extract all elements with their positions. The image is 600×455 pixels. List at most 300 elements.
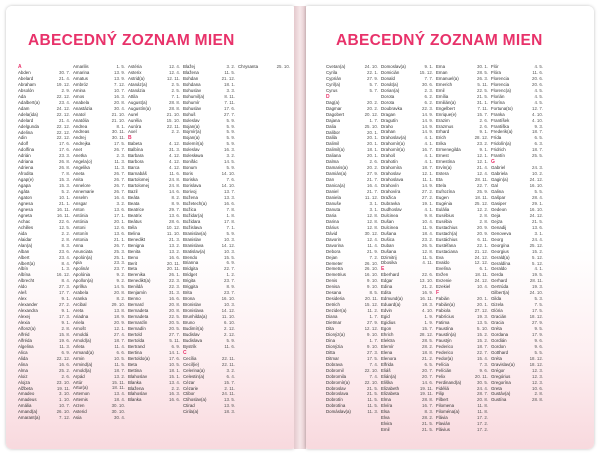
name-text: Elfrida [381, 361, 394, 367]
name-day-date: 8. 4. [61, 278, 70, 284]
name-text: Afrodita [18, 171, 34, 177]
name-day-date: 2. 2. [61, 230, 70, 236]
name-text: Frantíšek [491, 117, 510, 123]
name-text: Armin [73, 355, 85, 361]
name-day-date: 21. 5. [477, 93, 488, 99]
name-day-date: 28. 11. [529, 278, 543, 284]
name-day-date: 14. 9. [422, 183, 433, 189]
name-text: Alexia [18, 320, 30, 326]
name-day-date: 27. 2. [59, 302, 70, 308]
name-text: Adelard [18, 117, 34, 123]
name-text: Emil [436, 87, 445, 93]
name-day-date: 23. 6. [59, 248, 70, 254]
name-day-date: 7. 7. [424, 75, 433, 81]
name-day-date: 15. 8. [59, 331, 70, 337]
name-text: Budimír(a) [183, 325, 204, 331]
name-day-date: 20. 9. [114, 319, 125, 325]
name-text: Arnold(a) [73, 367, 92, 373]
name-text: Bartolomej [128, 177, 149, 183]
name-column [238, 64, 290, 421]
name-text: Ferdinand(a) [436, 379, 462, 385]
name-text: Eliáš [381, 367, 391, 373]
name-text: Gerda [491, 272, 504, 278]
name-text: Apolónia [73, 272, 91, 278]
name-day-date: 22. 3. [169, 278, 180, 284]
name-day-date: 20. 7. [422, 373, 433, 379]
name-day-date: 11. 9. [422, 224, 433, 230]
name-text: Amadeus [18, 397, 37, 403]
name-text: Asia [73, 415, 82, 421]
name-text: Agap(e) [18, 177, 34, 183]
name-text: Barbara [128, 153, 144, 159]
name-text: Anetka [73, 153, 87, 159]
name-text: Eduard(a) [381, 302, 401, 308]
name-text: Florenc(a) [491, 87, 512, 93]
name-day-date: 14. 6. [169, 189, 180, 195]
name-day-date: 5. 9. [226, 117, 235, 123]
name-text: Edmund(a) [381, 296, 403, 302]
name-text: Celestin(a) [183, 373, 205, 379]
name-text: Alfonz(a) [18, 325, 36, 331]
name-text: Anet [73, 147, 83, 153]
name-day-date: 15. 4. [477, 355, 488, 361]
name-day-date: 31. 3. [169, 290, 180, 296]
name-day-date: 27. 9. [367, 75, 378, 81]
name-text: Frederik(a) [491, 129, 513, 135]
name-day-date: 30. 4. [114, 415, 125, 421]
name-day-date: 29. 7. [169, 206, 180, 212]
name-text: Glória [491, 308, 503, 314]
name-text: Flór [491, 64, 499, 69]
name-text: Alina [18, 361, 28, 367]
name-day-date: 9. 1. [61, 296, 70, 302]
name-text: Bystrík [183, 343, 197, 349]
name-text: Gal [491, 183, 498, 189]
name-day-date: 12. 1. [477, 159, 488, 165]
name-text: Adam [18, 105, 30, 111]
name-day-date: 3. 2. [226, 367, 235, 373]
name-day-date: 4. 10. [422, 308, 433, 314]
name-text: Abden [18, 70, 31, 75]
name-text: Amarina [73, 69, 90, 75]
name-day-date: 10. 2. [532, 171, 543, 177]
name-day-date: 7. 3. [479, 361, 488, 367]
name-day-date: 17. 1. [114, 212, 125, 218]
name-day-date: 23. 4. [59, 99, 70, 105]
name-day-date: 2. 6. [479, 117, 488, 123]
name-text: Bohumír [183, 99, 200, 105]
name-day-date: 25. 12. [474, 200, 488, 206]
name-text: Franka [491, 111, 505, 117]
name-day-date: 26. 8. [59, 159, 70, 165]
name-day-date: 26. 5. [422, 242, 433, 248]
name-column [18, 64, 70, 421]
name-text: Aurélia [128, 117, 142, 123]
name-text: Dobrotína [326, 403, 346, 409]
name-text: Gregorína [491, 379, 511, 385]
name-text: Dárius [326, 224, 339, 230]
name-text: Duban [381, 242, 394, 248]
name-day-date: 12. 4. [367, 236, 378, 242]
name-text: Elvira [381, 421, 392, 427]
name-day-date: 21. 12. [474, 248, 488, 254]
name-text: Domáslav(a) [326, 409, 351, 415]
name-text: Fabiola [436, 308, 451, 314]
name-text: Boris [183, 171, 194, 177]
name-text: Aurel [128, 111, 139, 117]
name-text: Ernest [436, 153, 449, 159]
name-day-date: 1. 9. [424, 320, 433, 326]
name-text: Ema [436, 64, 446, 69]
name-text: Andrej [73, 135, 86, 141]
name-day-date: 16. 4. [114, 194, 125, 200]
name-text: Benita [128, 248, 141, 254]
name-day-date: 5. 11. [477, 81, 488, 87]
name-day-date: 31. 1. [477, 99, 488, 105]
name-text: Eusébia [436, 218, 452, 224]
name-text: August(a) [128, 99, 148, 105]
name-text: Antoni [73, 224, 86, 230]
name-day-date: 19. 11. [419, 385, 433, 391]
name-day-date: 5. 5. [534, 349, 543, 355]
name-day-date: 17. 9. [532, 331, 543, 337]
name-text: Apolón(a) [73, 254, 93, 260]
name-text: Algelina [18, 343, 34, 349]
name-day-date: 10. 4. [422, 218, 433, 224]
name-column [73, 64, 125, 421]
name-day-date: 15. 5. [224, 254, 235, 260]
name-text: Danuta [326, 206, 341, 212]
name-text: Dita [326, 325, 334, 331]
name-day-date: 16. 11. [419, 296, 433, 302]
name-column [326, 64, 378, 433]
name-day-date: 21. 5. [422, 427, 433, 433]
name-day-date: 17. 5. [532, 308, 543, 314]
name-day-date: 20. 2. [367, 99, 378, 105]
name-day-date: 18. 7. [114, 367, 125, 373]
name-day-date: 16. 10. [529, 183, 543, 189]
name-day-date: 2. 11. [224, 385, 235, 391]
name-text: Cecil(ie) [183, 361, 200, 367]
name-day-date: 16. 7. [422, 403, 433, 409]
name-text: Elektra [381, 337, 395, 343]
name-text: Dražica [381, 194, 396, 200]
name-text: Alojza [18, 379, 30, 385]
name-day-date: 24. 12. [56, 105, 70, 111]
letter-header: D [326, 93, 330, 100]
name-text: Felix [436, 373, 446, 379]
name-day-date: 27. 9. [367, 171, 378, 177]
name-day-date: 9. 10. [367, 343, 378, 349]
name-day-date: 21. 12. [221, 75, 235, 81]
name-text: Abraham [18, 81, 36, 87]
name-day-date: 6. 2. [424, 99, 433, 105]
name-text: Brendo [183, 254, 198, 260]
name-text: Damián(a) [326, 171, 347, 177]
name-text: Alfréd [18, 331, 30, 337]
name-day-date: 3. 10. [59, 391, 70, 397]
name-day-date: 25. 3. [114, 248, 125, 254]
name-text: Beata [128, 200, 140, 206]
name-day-date: 8. 4. [61, 260, 70, 266]
name-text: Diana [326, 314, 338, 320]
name-text: Detrich [326, 302, 340, 308]
name-day-date: 9. 2. [116, 278, 125, 284]
name-day-date: 15. 1. [169, 373, 180, 379]
name-day-date: 24. 4. [477, 385, 488, 391]
name-day-date: 26. 7. [114, 147, 125, 153]
name-text: Gracia [491, 320, 504, 326]
name-text: Flávia [436, 415, 448, 421]
name-day-date: 21. 10. [111, 111, 125, 117]
name-day-date: 30. 11. [111, 135, 125, 141]
name-text: Emanuel(a) [436, 75, 459, 81]
name-text: Bartolomej [128, 183, 149, 189]
name-text: Bridget [183, 272, 197, 278]
name-text: Apia [73, 260, 82, 266]
name-text: Anton [73, 206, 85, 212]
name-day-date: 28. 8. [422, 397, 433, 403]
name-text: Budislav [183, 331, 200, 337]
name-day-date: 18. 11. [474, 194, 488, 200]
name-text: Adolfína [18, 147, 35, 153]
name-text: Demeter [326, 260, 343, 266]
name-text: Emília [436, 93, 449, 99]
name-text: Bronislava [183, 308, 204, 314]
name-text: Achac [18, 218, 31, 224]
name-day-date: 20. 9. [477, 224, 488, 230]
name-text: Ezekiel [436, 284, 451, 290]
name-text: Alex [18, 296, 27, 302]
name-text: Arpád [73, 373, 85, 379]
name-text: Alban [18, 248, 30, 254]
name-text: Dag(a) [326, 99, 340, 105]
name-day-date: 24. 8. [169, 183, 180, 189]
name-day-date: 22. 5. [169, 314, 180, 320]
name-day-date: 5. 9. [226, 129, 235, 135]
name-text: Gagin(a) [491, 177, 509, 183]
name-text: Faustín(a) [436, 331, 457, 337]
name-text: Agapa [18, 183, 31, 189]
name-text: Bohdan [183, 75, 199, 81]
name-day-date: 13. 6. [114, 206, 125, 212]
name-day-date: 12. 8. [367, 212, 378, 218]
name-text: Dezider(a) [326, 308, 347, 314]
name-text: Elizabeth [381, 385, 400, 391]
name-day-date: 16. 10. [529, 206, 543, 212]
name-text: Geraldo [491, 266, 507, 272]
name-text: Brona [183, 296, 195, 302]
name-text: Anatólia [73, 117, 89, 123]
name-day-date: 2. 6. [61, 373, 70, 379]
name-text: Blažena [183, 69, 199, 75]
name-text: Filbert [436, 397, 449, 403]
name-day-date: 26. 1. [169, 272, 180, 278]
name-day-date: 5. 12. [532, 254, 543, 260]
name-text: Dietmar [326, 320, 342, 326]
name-text: Anna [73, 242, 84, 248]
name-day-date: 10. 1. [59, 195, 70, 201]
name-day-date: 21. 9. [367, 248, 378, 254]
name-text: Bridgita [183, 266, 198, 272]
name-day-date: 26. 7. [114, 171, 125, 177]
name-text: Dobroslav [326, 385, 346, 391]
name-day-date: 14. 12. [221, 242, 235, 248]
name-text: Barca [128, 165, 140, 171]
name-text: Benjamín [128, 290, 147, 296]
name-day-date: 28. 4. [532, 195, 543, 201]
name-day-date: 22. 11. [166, 123, 180, 129]
name-text: Danuše [326, 200, 342, 206]
name-text: Bernadeta [128, 308, 149, 314]
name-day-date: 17. 6. [224, 105, 235, 111]
name-day-date: 11. 6. [224, 343, 235, 349]
name-day-date: 25. 10. [276, 64, 290, 69]
name-text: Gerald(a) [491, 254, 510, 260]
name-text: Bolemír(a) [183, 141, 204, 147]
name-columns [326, 64, 546, 433]
name-day-date: 21. 1. [59, 200, 70, 206]
name-text: Dorota [381, 93, 395, 99]
name-day-date: 11. 3. [367, 409, 378, 415]
name-day-date: 19. 1. [422, 200, 433, 206]
name-text: Gilbert(a) [491, 290, 510, 296]
name-text: Bojmír(a) [183, 129, 202, 135]
name-day-date: 17. 2. [477, 421, 488, 427]
name-day-date: 12. 12. [474, 260, 488, 266]
name-day-date: 10. 12. [166, 224, 180, 230]
name-text: Denisa [326, 284, 340, 290]
name-entry [238, 64, 290, 70]
name-day-date: 11. 5. [367, 397, 378, 403]
name-day-date: 1. 7. [369, 337, 378, 343]
name-text: Elena [381, 349, 393, 355]
name-day-date: 18. 12. [529, 361, 543, 367]
name-day-date: 22. 12. [56, 129, 70, 135]
name-day-date: 2. 9. [61, 87, 70, 93]
name-text: Filoména(a) [436, 409, 460, 415]
name-text: Areta [73, 308, 84, 314]
name-text: Auróra [128, 123, 142, 129]
name-day-date: 6. 11. [477, 236, 488, 242]
name-day-date: 4. 12. [169, 153, 180, 159]
name-day-date: 7. 5. [534, 302, 543, 308]
name-day-date: 8. 3. [424, 409, 433, 415]
name-text: Dina [326, 337, 336, 343]
name-day-date: 3. 2. [116, 200, 125, 206]
name-text: Gordián [491, 337, 507, 343]
name-day-date: 11. 3. [114, 159, 125, 165]
name-text: Arleta [73, 343, 85, 349]
name-text: Cirila(a) [183, 409, 199, 415]
name-day-date: 30. 5. [477, 379, 488, 385]
name-text: Gustína [491, 397, 507, 403]
name-text: Eugénia [436, 200, 453, 206]
name-text: Gedeon [491, 206, 507, 212]
name-text: Cecília [183, 355, 197, 361]
name-text: Branislava [183, 242, 204, 248]
name-text: Artur(a) [73, 385, 88, 391]
name-text: Asterix [128, 69, 142, 75]
name-day-date: 22. 11. [221, 355, 235, 361]
name-text: Erich [436, 135, 447, 141]
name-day-date: 18. 11. [111, 385, 125, 391]
name-entry [18, 415, 70, 421]
name-day-date: 5. 9. [226, 230, 235, 236]
name-text: Eugen [436, 194, 449, 200]
name-day-date: 4. 12. [169, 165, 180, 171]
name-text: Dorota [381, 99, 395, 105]
name-day-date: 23. 3. [114, 260, 125, 266]
name-text: Federico [436, 343, 454, 349]
name-text: Bohuslav [183, 105, 202, 111]
name-day-date: 23. 2. [422, 236, 433, 242]
name-day-date: 17. 2. [477, 427, 488, 433]
name-text: Ctirad [183, 403, 195, 409]
name-day-date: 12. 11. [166, 75, 180, 81]
name-day-date: 20. 8. [114, 290, 125, 296]
name-day-date: 18. 4. [114, 397, 125, 403]
name-text: Davorina [326, 242, 344, 248]
name-day-date: 17. 6. [59, 141, 70, 147]
name-text: Emerich [436, 81, 453, 87]
name-day-date: 20. 1. [367, 135, 378, 141]
name-day-date: 8. 9. [171, 200, 180, 206]
name-day-date: 12. 1. [422, 171, 433, 177]
name-text: Egidius [381, 320, 396, 326]
name-day-date: 18. 7. [114, 337, 125, 343]
name-day-date: 23. 7. [224, 278, 235, 284]
name-day-date: 3. 1. [369, 200, 378, 206]
name-day-date: 14. 10. [221, 183, 235, 189]
name-text: Astrid(a) [128, 75, 145, 81]
name-text: Dan [326, 177, 335, 183]
name-day-date: 25. 2. [59, 367, 70, 373]
name-day-date: 11. 2. [367, 308, 378, 314]
name-day-date: 2. 8. [479, 212, 488, 218]
name-day-date: 9. 6. [534, 337, 543, 343]
name-text: Drahoš [381, 153, 396, 159]
name-day-date: 13. 3. [224, 194, 235, 200]
name-text: Eva [436, 254, 444, 260]
name-text: Gréta [491, 355, 502, 361]
name-text: Ditmar [326, 355, 339, 361]
name-day-date: 25. 5. [532, 153, 543, 159]
name-day-date: 11. 3. [114, 165, 125, 171]
name-text: Bertina [128, 349, 142, 355]
name-text: Alida [18, 355, 28, 361]
name-text: Albína [18, 272, 31, 278]
name-day-date: 17. 5. [367, 355, 378, 361]
name-text: Dragutín [381, 117, 398, 123]
name-day-date: 20. 5. [169, 320, 180, 326]
name-text: Cvetan(a) [326, 64, 346, 69]
name-day-date: 29. 10. [111, 302, 125, 308]
name-day-date: 9. 5. [534, 325, 543, 331]
name-text: Barbora [128, 159, 144, 165]
name-day-date: 12. 7. [532, 105, 543, 111]
name-day-date: 12. 1. [477, 153, 488, 159]
name-day-date: 18. 9. [114, 314, 125, 320]
name-day-date: 27. 2. [422, 189, 433, 195]
name-text: Eman [436, 69, 448, 75]
name-day-date: 9. 10. [367, 331, 378, 337]
name-day-date: 21. 4. [477, 165, 488, 171]
name-day-date: 12. 8. [367, 224, 378, 230]
name-text: Anselm [73, 194, 88, 200]
name-text: Aloiz [18, 373, 28, 379]
name-text: Eufrozína [436, 189, 455, 195]
